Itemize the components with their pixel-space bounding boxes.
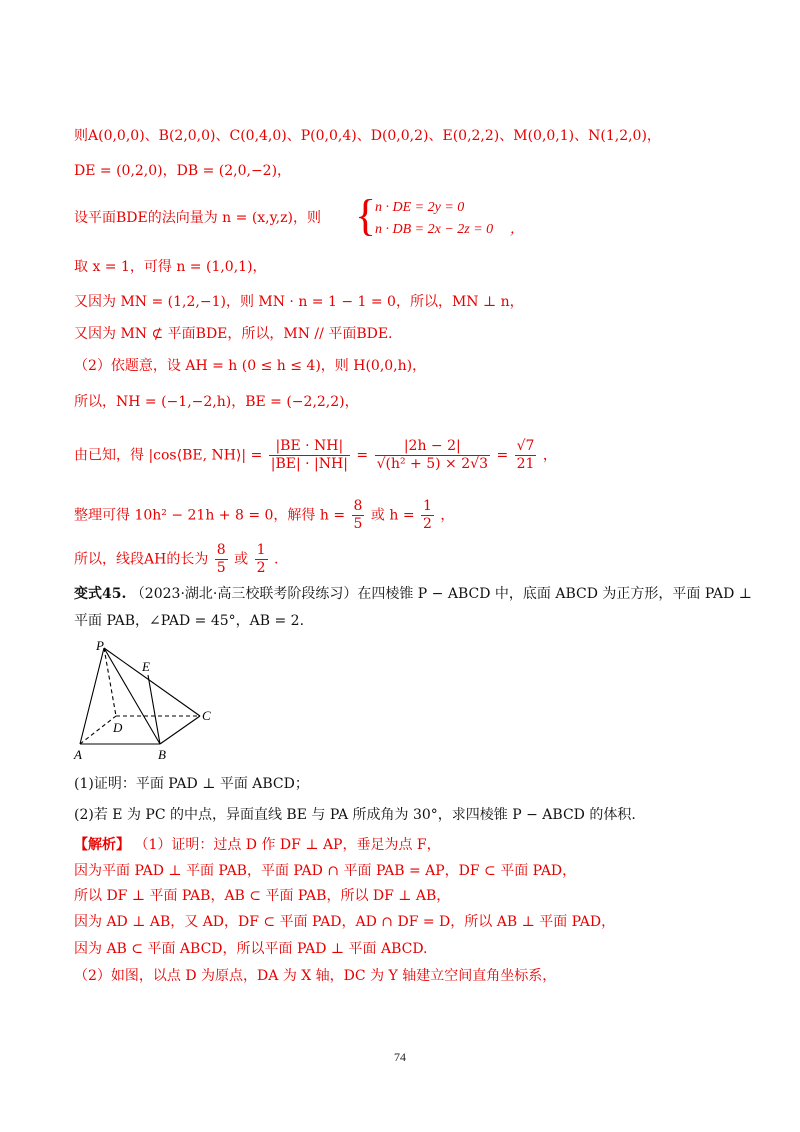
question-2: (2)若 E 为 PC 的中点，异面直线 BE 与 PA 所成角为 30°，求四棱锥 P − ABCD 的体积. [74,807,636,823]
conclusion-suffix: . [273,551,279,568]
cos-equation [74,438,557,473]
system-brace: { [355,191,377,240]
vectors-de-db: DE = (0,2,0)，DB = (2,0,−2)， [74,163,292,179]
quadratic-prefix: 整理可得 10h² − 21h + 8 = 0，解得 h = [74,507,350,524]
cos-frac-2-den: √(h² + 5) × 2√3 [376,456,488,472]
coords-line: 则A(0,0,0)、B(2,0,0)、C(0,4,0)、P(0,0,4)、D(0,0,2)、E(0,2,2)、M(0,0,1)、N(1,2,0)， [74,128,661,144]
analysis-line-4: 因为 AD ⊥ AB，又 AD，DF ⊂ 平面 PAD，AD ∩ DF = D，所以 AB ⊥ 平面 PAD， [74,914,616,930]
label-b: B [158,747,166,762]
cos-frac-3 [515,438,537,473]
conclusion-frac-2-den: 2 [256,560,266,576]
problem-line-2: 平面 PAB，∠PAD = 45°，AB = 2. [74,613,305,629]
analysis-line-2: 因为平面 PAD ⊥ 平面 PAB，平面 PAD ∩ 平面 PAB = AP，DF ⊂ 平面 PAD， [74,863,577,879]
label-c: C [202,708,211,723]
edge-pc [104,648,200,716]
analysis-line-1-text: （1）证明：过点 D 作 DF ⊥ AP，垂足为点 F， [134,837,441,853]
cos-frac-2-num: |2h − 2| [375,438,490,456]
system-eq-2: n · DB = 2x − 2z = 0 [375,222,494,237]
edge-bc [160,716,200,744]
part2-setup: （2）依题意，设 AH = h (0 ≤ h ≤ 4)，则 H(0,0,h)， [74,358,427,374]
conclusion-prefix: 所以，线段AH的长为 [74,551,209,568]
solution-frac-2 [421,498,434,533]
cos-frac-2 [375,438,490,473]
page-number: 74 [394,1050,406,1064]
question-1: (1)证明：平面 PAD ⊥ 平面 ABCD； [74,776,309,792]
conclusion-frac-2 [255,542,268,577]
conclusion-line [74,542,278,577]
problem-label: 变式45. [74,586,127,602]
cos-frac-3-den: 21 [516,456,535,472]
conclusion-or: 或 [234,551,249,568]
cos-frac-3-num: √7 [516,438,535,454]
parallel-line: 又因为 MN ⊄ 平面BDE，所以，MN // 平面BDE. [74,326,393,342]
cos-eq-1: = [356,447,373,464]
cos-frac-1-num: |BE · NH| [269,438,350,456]
solution-frac-1 [352,498,365,533]
label-d: D [113,720,123,735]
conclusion-frac-1 [215,542,228,577]
quadratic-line [74,498,454,533]
label-e: E [142,659,150,674]
analysis-line-1 [74,835,441,855]
solution-frac-2-den: 2 [423,516,432,532]
cos-frac-1 [269,438,350,473]
cos-prefix: 由已知，得 |cos⟨BE, NH⟩| = [74,447,267,464]
part2-vectors: 所以，NH = (−1,−2,h)，BE = (−2,2,2)， [74,394,359,410]
analysis-line-6: （2）如图，以点 D 为原点，DA 为 X 轴，DC 为 Y 轴建立空间直角坐标系， [74,968,557,984]
solution-frac-2-num: 1 [423,498,432,514]
conclusion-frac-1-den: 5 [216,560,226,576]
problem-header [74,584,752,604]
analysis-tag: 【解析】 [74,837,130,853]
solution-frac-1-num: 8 [353,498,363,514]
label-p: P [96,640,104,653]
analysis-line-3: 所以 DF ⊥ 平面 PAB，AB ⊂ 平面 PAB，所以 DF ⊥ AB， [74,888,451,904]
edge-pa [80,648,104,744]
cos-eq-2: = [496,447,513,464]
solution-frac-1-den: 5 [353,516,363,532]
solution-or: 或 h = [370,507,420,524]
conclusion-frac-1-num: 8 [216,542,226,558]
cos-frac-1-den: |BE| · |NH| [270,456,348,472]
system-end: ， [510,222,524,237]
system-eq-1: n · DE = 2y = 0 [375,200,465,215]
mn-vector-line: 又因为 MN = (1,2,−1)，则 MN · n = 1 − 1 = 0，所以，MN ⊥ n， [74,294,524,310]
take-x-line: 取 x = 1，可得 n = (1,0,1)， [74,259,267,275]
solution-suffix: ， [440,507,455,524]
cos-suffix: ， [542,447,557,464]
label-a: A [74,747,82,762]
normal-vector-intro: 设平面BDE的法向量为 n = (x,y,z)，则 [74,210,321,226]
analysis-line-5: 因为 AB ⊂ 平面 ABCD，所以平面 PAD ⊥ 平面 ABCD. [74,941,428,957]
conclusion-frac-2-num: 1 [256,542,266,558]
problem-source-text: （2023·湖北·高三校联考阶段练习）在四棱锥 P − ABCD 中，底面 ABCD 为正方形，平面 PAD ⊥ [130,586,752,602]
pyramid-figure [72,640,232,764]
